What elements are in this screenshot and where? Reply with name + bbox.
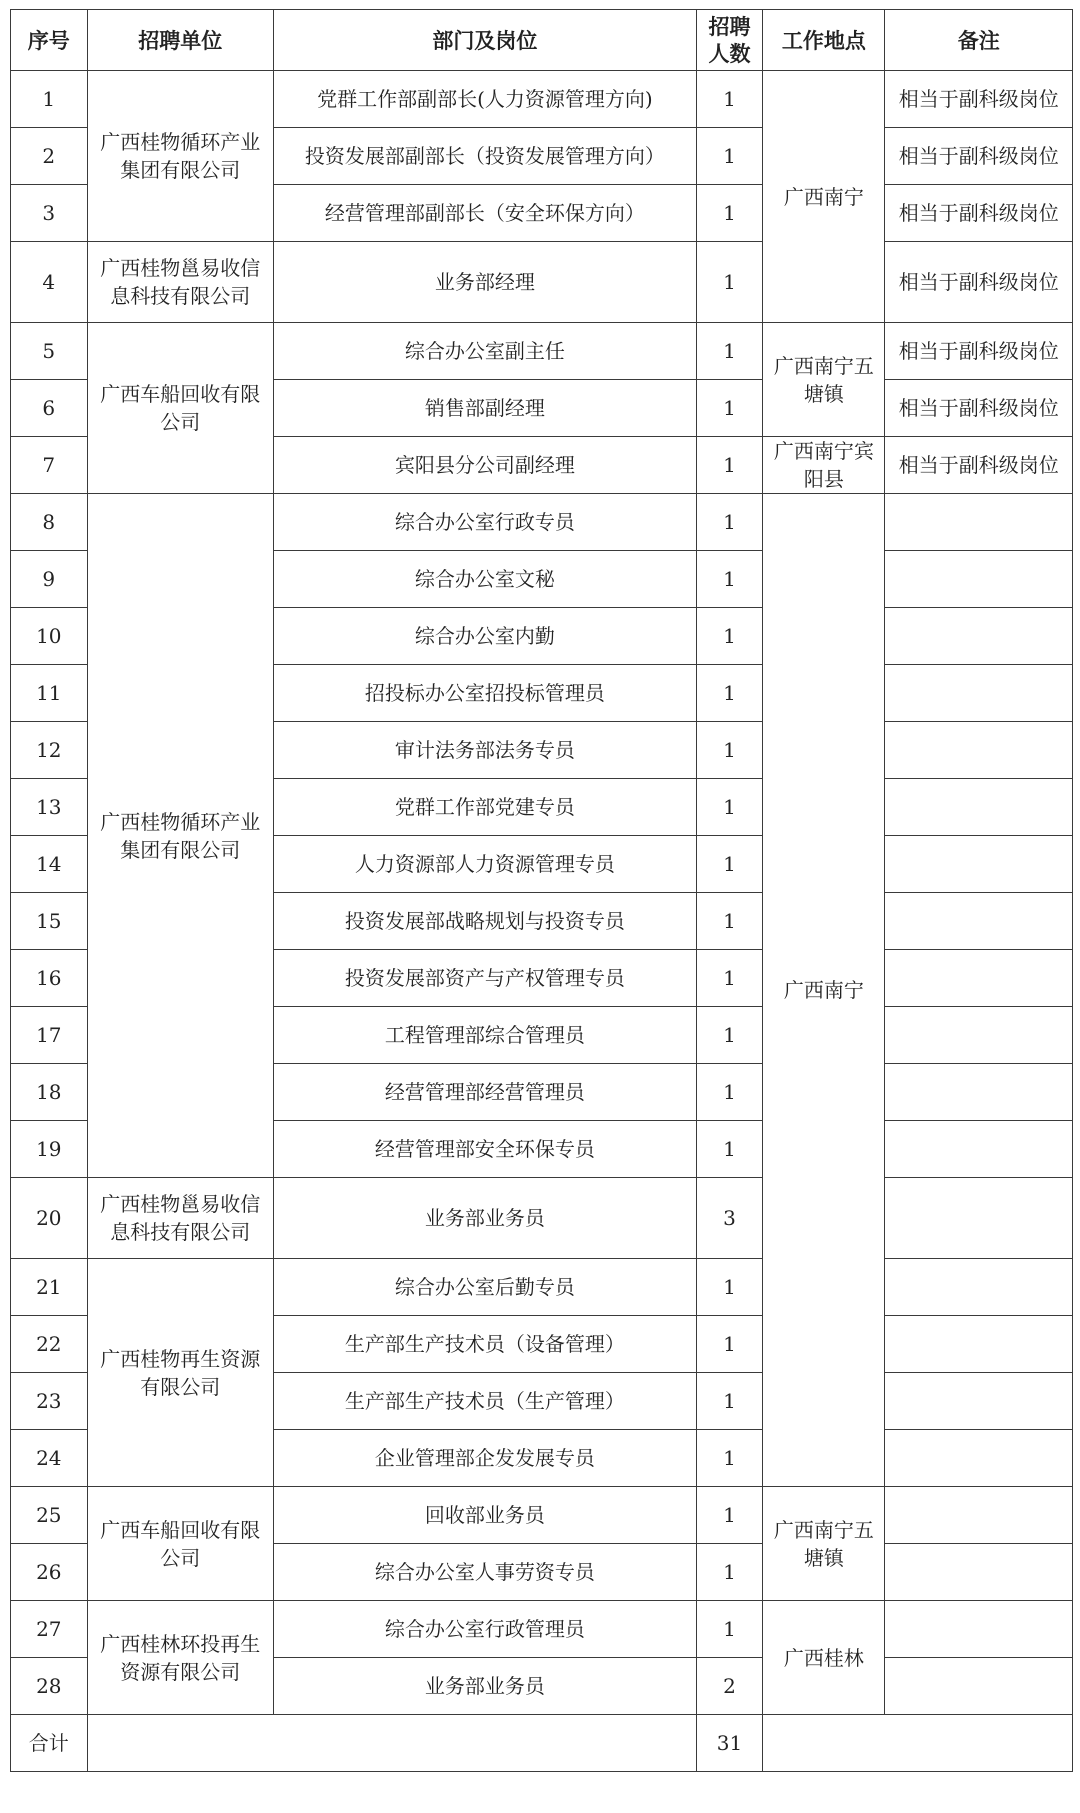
row-remark (885, 1373, 1073, 1430)
row-position: 回收部业务员 (273, 1487, 696, 1544)
row-seq: 9 (11, 551, 88, 608)
row-count: 1 (696, 437, 762, 494)
row-seq: 24 (11, 1430, 88, 1487)
row-seq: 21 (11, 1259, 88, 1316)
table-row (11, 1259, 1073, 1316)
row-count: 3 (696, 1178, 762, 1259)
row-position: 销售部副经理 (273, 380, 696, 437)
unit-cell: 广西桂物邕易收信息科技有限公司 (87, 1178, 273, 1259)
location-cell: 广西南宁五塘镇 (763, 1487, 885, 1601)
row-remark (885, 1601, 1073, 1658)
row-position: 生产部生产技术员（设备管理） (273, 1316, 696, 1373)
row-seq: 3 (11, 185, 88, 242)
row-remark: 相当于副科级岗位 (885, 323, 1073, 380)
recruitment-table (10, 9, 1073, 1772)
row-position: 投资发展部副部长（投资发展管理方向） (273, 128, 696, 185)
row-position: 综合办公室副主任 (273, 323, 696, 380)
row-remark (885, 1259, 1073, 1316)
unit-cell: 广西桂物邕易收信息科技有限公司 (87, 242, 273, 323)
row-remark: 相当于副科级岗位 (885, 437, 1073, 494)
location-cell: 广西南宁宾阳县 (763, 437, 885, 494)
row-remark: 相当于副科级岗位 (885, 71, 1073, 128)
row-count: 1 (696, 1064, 762, 1121)
row-position: 党群工作部副部长(人力资源管理方向) (273, 71, 696, 128)
row-seq: 22 (11, 1316, 88, 1373)
row-count: 1 (696, 608, 762, 665)
row-position: 审计法务部法务专员 (273, 722, 696, 779)
table-row (11, 1178, 1073, 1259)
total-label: 合计 (11, 1715, 88, 1772)
row-remark (885, 893, 1073, 950)
row-position: 党群工作部党建专员 (273, 779, 696, 836)
unit-cell: 广西桂物再生资源有限公司 (87, 1259, 273, 1487)
row-seq: 23 (11, 1373, 88, 1430)
row-remark (885, 1316, 1073, 1373)
unit-cell: 广西桂物循环产业集团有限公司 (87, 71, 273, 242)
table-row (11, 71, 1073, 128)
location-cell: 广西南宁 (763, 71, 885, 323)
row-seq: 27 (11, 1601, 88, 1658)
row-remark: 相当于副科级岗位 (885, 185, 1073, 242)
row-remark (885, 1430, 1073, 1487)
row-count: 1 (696, 779, 762, 836)
row-position: 经营管理部安全环保专员 (273, 1121, 696, 1178)
table-row (11, 1487, 1073, 1544)
row-position: 业务部业务员 (273, 1658, 696, 1715)
row-count: 1 (696, 836, 762, 893)
row-remark (885, 1007, 1073, 1064)
row-remark (885, 722, 1073, 779)
row-remark (885, 665, 1073, 722)
unit-cell: 广西桂林环投再生资源有限公司 (87, 1601, 273, 1715)
row-count: 1 (696, 380, 762, 437)
table-row (11, 323, 1073, 380)
row-remark (885, 1658, 1073, 1715)
table-row (11, 242, 1073, 323)
row-count: 1 (696, 1007, 762, 1064)
row-seq: 5 (11, 323, 88, 380)
row-seq: 7 (11, 437, 88, 494)
row-position: 综合办公室行政管理员 (273, 1601, 696, 1658)
location-cell: 广西桂林 (763, 1601, 885, 1715)
table-row (11, 1601, 1073, 1658)
row-remark (885, 1178, 1073, 1259)
row-seq: 25 (11, 1487, 88, 1544)
row-remark (885, 950, 1073, 1007)
unit-cell: 广西车船回收有限公司 (87, 323, 273, 494)
total-row (11, 1715, 1073, 1772)
location-cell: 广西南宁 (763, 494, 885, 1487)
row-seq: 2 (11, 128, 88, 185)
table-header-row (11, 10, 1073, 71)
row-count: 1 (696, 950, 762, 1007)
row-count: 1 (696, 1430, 762, 1487)
row-count: 1 (696, 893, 762, 950)
row-remark (885, 1487, 1073, 1544)
row-seq: 26 (11, 1544, 88, 1601)
row-count: 1 (696, 551, 762, 608)
row-count: 1 (696, 1601, 762, 1658)
row-count: 1 (696, 722, 762, 779)
row-remark (885, 494, 1073, 551)
row-seq: 1 (11, 71, 88, 128)
row-position: 综合办公室行政专员 (273, 494, 696, 551)
row-position: 综合办公室后勤专员 (273, 1259, 696, 1316)
row-count: 1 (696, 185, 762, 242)
row-count: 2 (696, 1658, 762, 1715)
row-position: 招投标办公室招投标管理员 (273, 665, 696, 722)
row-remark (885, 551, 1073, 608)
row-count: 1 (696, 323, 762, 380)
header-remark: 备注 (885, 10, 1073, 71)
header-unit: 招聘单位 (87, 10, 273, 71)
row-position: 业务部经理 (273, 242, 696, 323)
row-remark: 相当于副科级岗位 (885, 128, 1073, 185)
row-seq: 8 (11, 494, 88, 551)
row-position: 经营管理部经营管理员 (273, 1064, 696, 1121)
row-position: 综合办公室内勤 (273, 608, 696, 665)
row-position: 企业管理部企发发展专员 (273, 1430, 696, 1487)
row-seq: 28 (11, 1658, 88, 1715)
row-seq: 19 (11, 1121, 88, 1178)
total-count: 31 (696, 1715, 762, 1772)
row-position: 投资发展部资产与产权管理专员 (273, 950, 696, 1007)
row-count: 1 (696, 128, 762, 185)
row-seq: 17 (11, 1007, 88, 1064)
row-count: 1 (696, 494, 762, 551)
row-seq: 6 (11, 380, 88, 437)
table-row (11, 494, 1073, 551)
row-position: 工程管理部综合管理员 (273, 1007, 696, 1064)
row-seq: 4 (11, 242, 88, 323)
row-seq: 16 (11, 950, 88, 1007)
row-remark (885, 608, 1073, 665)
row-count: 1 (696, 242, 762, 323)
row-remark (885, 779, 1073, 836)
row-position: 投资发展部战略规划与投资专员 (273, 893, 696, 950)
row-position: 业务部业务员 (273, 1178, 696, 1259)
row-count: 1 (696, 71, 762, 128)
row-count: 1 (696, 1544, 762, 1601)
row-seq: 14 (11, 836, 88, 893)
header-seq: 序号 (11, 10, 88, 71)
row-seq: 13 (11, 779, 88, 836)
row-remark (885, 836, 1073, 893)
row-position: 综合办公室人事劳资专员 (273, 1544, 696, 1601)
header-location: 工作地点 (763, 10, 885, 71)
row-seq: 10 (11, 608, 88, 665)
row-seq: 12 (11, 722, 88, 779)
row-count: 1 (696, 1259, 762, 1316)
row-remark (885, 1544, 1073, 1601)
header-count: 招聘人数 (696, 10, 762, 71)
row-position: 生产部生产技术员（生产管理） (273, 1373, 696, 1430)
row-position: 经营管理部副部长（安全环保方向） (273, 185, 696, 242)
row-seq: 15 (11, 893, 88, 950)
row-count: 1 (696, 1373, 762, 1430)
row-remark: 相当于副科级岗位 (885, 242, 1073, 323)
row-count: 1 (696, 1316, 762, 1373)
row-position: 综合办公室文秘 (273, 551, 696, 608)
total-blank-right (763, 1715, 1073, 1772)
row-seq: 18 (11, 1064, 88, 1121)
row-count: 1 (696, 1121, 762, 1178)
unit-cell: 广西车船回收有限公司 (87, 1487, 273, 1601)
location-cell: 广西南宁五塘镇 (763, 323, 885, 437)
row-remark (885, 1064, 1073, 1121)
header-position: 部门及岗位 (273, 10, 696, 71)
total-blank (87, 1715, 696, 1772)
row-position: 人力资源部人力资源管理专员 (273, 836, 696, 893)
row-count: 1 (696, 1487, 762, 1544)
row-seq: 20 (11, 1178, 88, 1259)
row-position: 宾阳县分公司副经理 (273, 437, 696, 494)
row-remark: 相当于副科级岗位 (885, 380, 1073, 437)
row-seq: 11 (11, 665, 88, 722)
row-remark (885, 1121, 1073, 1178)
unit-cell: 广西桂物循环产业集团有限公司 (87, 494, 273, 1178)
row-count: 1 (696, 665, 762, 722)
